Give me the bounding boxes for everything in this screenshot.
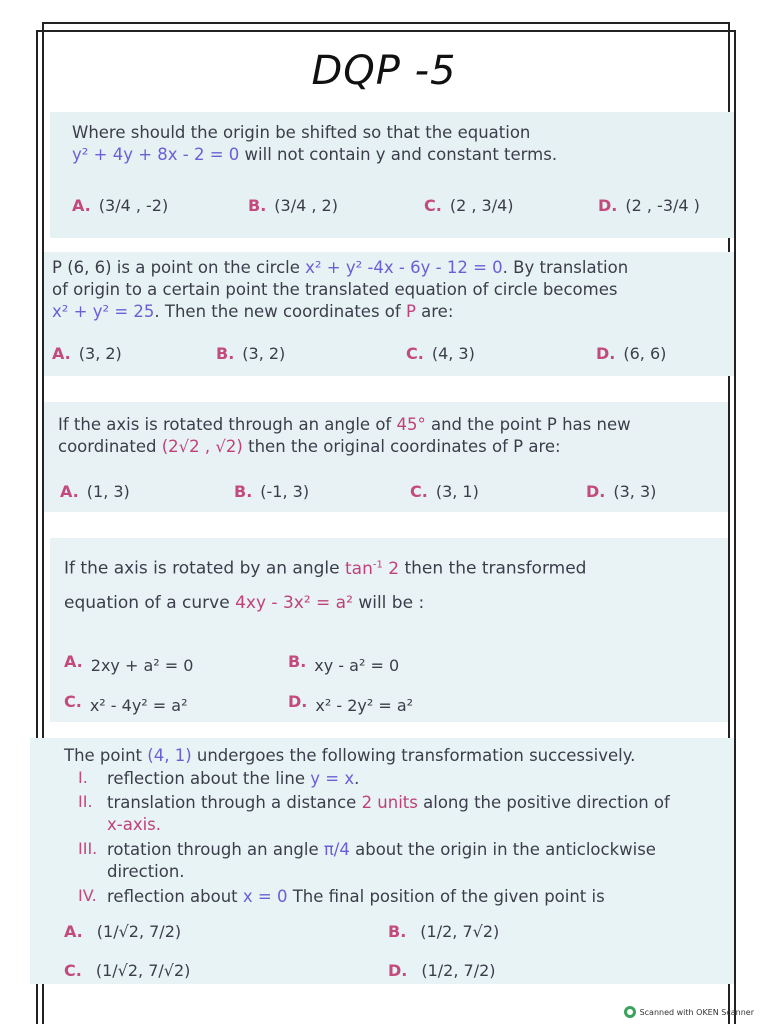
q5-option-d[interactable] (388, 961, 496, 980)
q2-option-a[interactable] (52, 344, 122, 363)
option-value: (1/√2, 7/√2) (95, 961, 191, 980)
q2-point-p: P (405, 302, 416, 321)
option-value: (3, 2) (78, 344, 122, 363)
option-letter: B. (234, 482, 253, 501)
q2-equation-1: x² + y² -4x - 6y - 12 = 0 (305, 258, 503, 277)
q5-step-text: reflection about the line (107, 769, 311, 788)
option-value: (6, 6) (623, 344, 667, 363)
option-value: xy - a² = 0 (314, 656, 400, 675)
q5-step-continuation: direction. (107, 862, 185, 881)
q2-text-d: are: (415, 302, 454, 321)
q1-line-1: Where should the origin be shifted so that the equation (72, 123, 531, 142)
q2-option-c[interactable] (406, 344, 475, 363)
q4-tan-sup: -1 (372, 559, 383, 570)
q2-option-b[interactable] (216, 344, 285, 363)
q3-text-d: then the original coordinates of P are: (242, 437, 561, 456)
q5-step-continuation: x-axis. (107, 815, 162, 834)
option-value: (1/√2, 7/2) (96, 922, 182, 941)
q5-step-4-number: IV. (78, 886, 97, 905)
question-1-text (72, 122, 732, 166)
question-4-text (64, 548, 724, 620)
q4-text-c: equation of a curve (64, 592, 236, 613)
q4-tan-fn: tan (345, 558, 373, 579)
q5-step-2-number: II. (78, 792, 93, 811)
q5-step-2 (107, 792, 727, 836)
q4-line-1 (64, 548, 724, 586)
q3-option-c[interactable] (410, 482, 479, 501)
q2-line-3 (52, 301, 732, 323)
option-letter: C. (64, 692, 82, 711)
q3-text-b: and the point P has new (425, 415, 631, 434)
question-2-text (52, 257, 732, 323)
q2-option-d[interactable] (596, 344, 666, 363)
q2-text-a: P (6, 6) is a point on the circle (52, 258, 306, 277)
q3-angle: 45° (396, 415, 426, 434)
q2-text-c: . Then the new coordinates of (154, 302, 406, 321)
q4-equation: 4xy - 3x² = a² (235, 592, 353, 613)
option-value: (3/4 , 2) (274, 196, 338, 215)
q3-point: (2√2 , √2) (161, 437, 243, 456)
q4-line-2 (64, 586, 724, 620)
q4-option-a[interactable] (64, 652, 193, 675)
q5-step-text-end: along the positive direction of (417, 793, 670, 812)
option-letter: D. (598, 196, 618, 215)
q5-step-1 (107, 768, 727, 790)
option-letter: D. (288, 692, 308, 711)
q1-equation: y² + 4y + 8x - 2 = 0 (72, 145, 240, 164)
q5-step-3-number: III. (78, 839, 98, 858)
option-value: (3/4 , -2) (98, 196, 169, 215)
option-value: (1/2, 7/2) (421, 961, 496, 980)
q3-line-2 (58, 436, 728, 458)
option-value: (4, 3) (431, 344, 475, 363)
q4-option-d[interactable] (288, 692, 413, 715)
question-5-intro (64, 745, 724, 767)
q3-text-a: If the axis is rotated through an angle of (58, 415, 397, 434)
question-3-text (58, 414, 728, 458)
q4-text-d: will be : (352, 592, 425, 613)
q5-text-a: The point (64, 746, 148, 765)
option-letter: A. (52, 344, 71, 363)
option-value: (3, 1) (435, 482, 479, 501)
option-letter: D. (596, 344, 616, 363)
option-letter: A. (64, 922, 83, 941)
option-letter: B. (248, 196, 267, 215)
q4-tan (345, 559, 399, 579)
q1-option-a[interactable] (72, 196, 168, 215)
option-value: x² - 2y² = a² (315, 696, 414, 715)
q1-option-b[interactable] (248, 196, 338, 215)
q2-line-2: of origin to a certain point the translated equation of circle becomes (52, 280, 618, 299)
q5-option-b[interactable] (388, 922, 499, 941)
q1-line-2 (72, 144, 732, 166)
q1-option-d[interactable] (598, 196, 700, 215)
option-value: (2 , 3/4) (449, 196, 514, 215)
option-letter: B. (388, 922, 407, 941)
q2-line-1 (52, 257, 732, 279)
q5-option-c[interactable] (64, 961, 190, 980)
page-title: DQP -5 (311, 48, 457, 94)
option-letter: A. (60, 482, 79, 501)
option-letter: C. (64, 961, 82, 980)
option-letter: D. (388, 961, 408, 980)
q3-option-d[interactable] (586, 482, 656, 501)
q4-option-c[interactable] (64, 692, 188, 715)
q4-option-b[interactable] (288, 652, 399, 675)
q5-step-3 (107, 839, 727, 883)
option-letter: C. (410, 482, 428, 501)
q3-option-b[interactable] (234, 482, 309, 501)
q5-step-highlight: x = 0 (242, 887, 288, 906)
q5-step-text: reflection about (107, 887, 243, 906)
q5-step-highlight: π/4 (323, 840, 350, 859)
q5-step-text-end: . (354, 769, 360, 788)
q2-equation-2: x² + y² = 25 (52, 302, 155, 321)
scanner-text: Scanned with OKEN Scanner (639, 1007, 754, 1017)
option-value: (3, 2) (242, 344, 286, 363)
q5-step-text: translation through a distance (107, 793, 362, 812)
option-value: (1, 3) (86, 482, 130, 501)
scanner-logo-icon (624, 1006, 636, 1018)
q5-option-a[interactable] (64, 922, 181, 941)
option-letter: B. (216, 344, 235, 363)
q5-step-highlight: 2 units (361, 793, 418, 812)
scanner-watermark (624, 1006, 754, 1018)
q1-line-2-rest: will not contain y and constant terms. (239, 145, 558, 164)
q3-line-1 (58, 414, 728, 436)
q4-tan-arg: 2 (382, 558, 400, 579)
q5-point: (4, 1) (147, 746, 192, 765)
q5-text-b: undergoes the following transformation successively. (191, 746, 636, 765)
q3-option-a[interactable] (60, 482, 130, 501)
q5-step-4 (107, 886, 727, 908)
q5-step-text: rotation through an angle (107, 840, 324, 859)
q2-text-b: . By translation (502, 258, 629, 277)
q3-text-c: coordinated (58, 437, 162, 456)
option-letter: C. (406, 344, 424, 363)
q1-option-c[interactable] (424, 196, 514, 215)
option-letter: D. (586, 482, 606, 501)
option-letter: A. (72, 196, 91, 215)
option-letter: A. (64, 652, 83, 671)
q4-text-a: If the axis is rotated by an angle (64, 558, 345, 579)
q5-step-text-end: about the origin in the anticlockwise (349, 840, 656, 859)
option-value: (2 , -3/4 ) (625, 196, 700, 215)
option-value: (3, 3) (613, 482, 657, 501)
option-letter: C. (424, 196, 442, 215)
option-value: x² - 4y² = a² (89, 696, 188, 715)
option-value: (-1, 3) (260, 482, 310, 501)
option-letter: B. (288, 652, 307, 671)
q5-step-text-end: The final position of the given point is (287, 887, 605, 906)
q5-step-highlight: y = x (310, 769, 355, 788)
option-value: (1/2, 7√2) (420, 922, 500, 941)
q5-step-1-number: I. (78, 768, 88, 787)
q4-text-b: then the transformed (399, 558, 587, 579)
option-value: 2xy + a² = 0 (90, 656, 194, 675)
